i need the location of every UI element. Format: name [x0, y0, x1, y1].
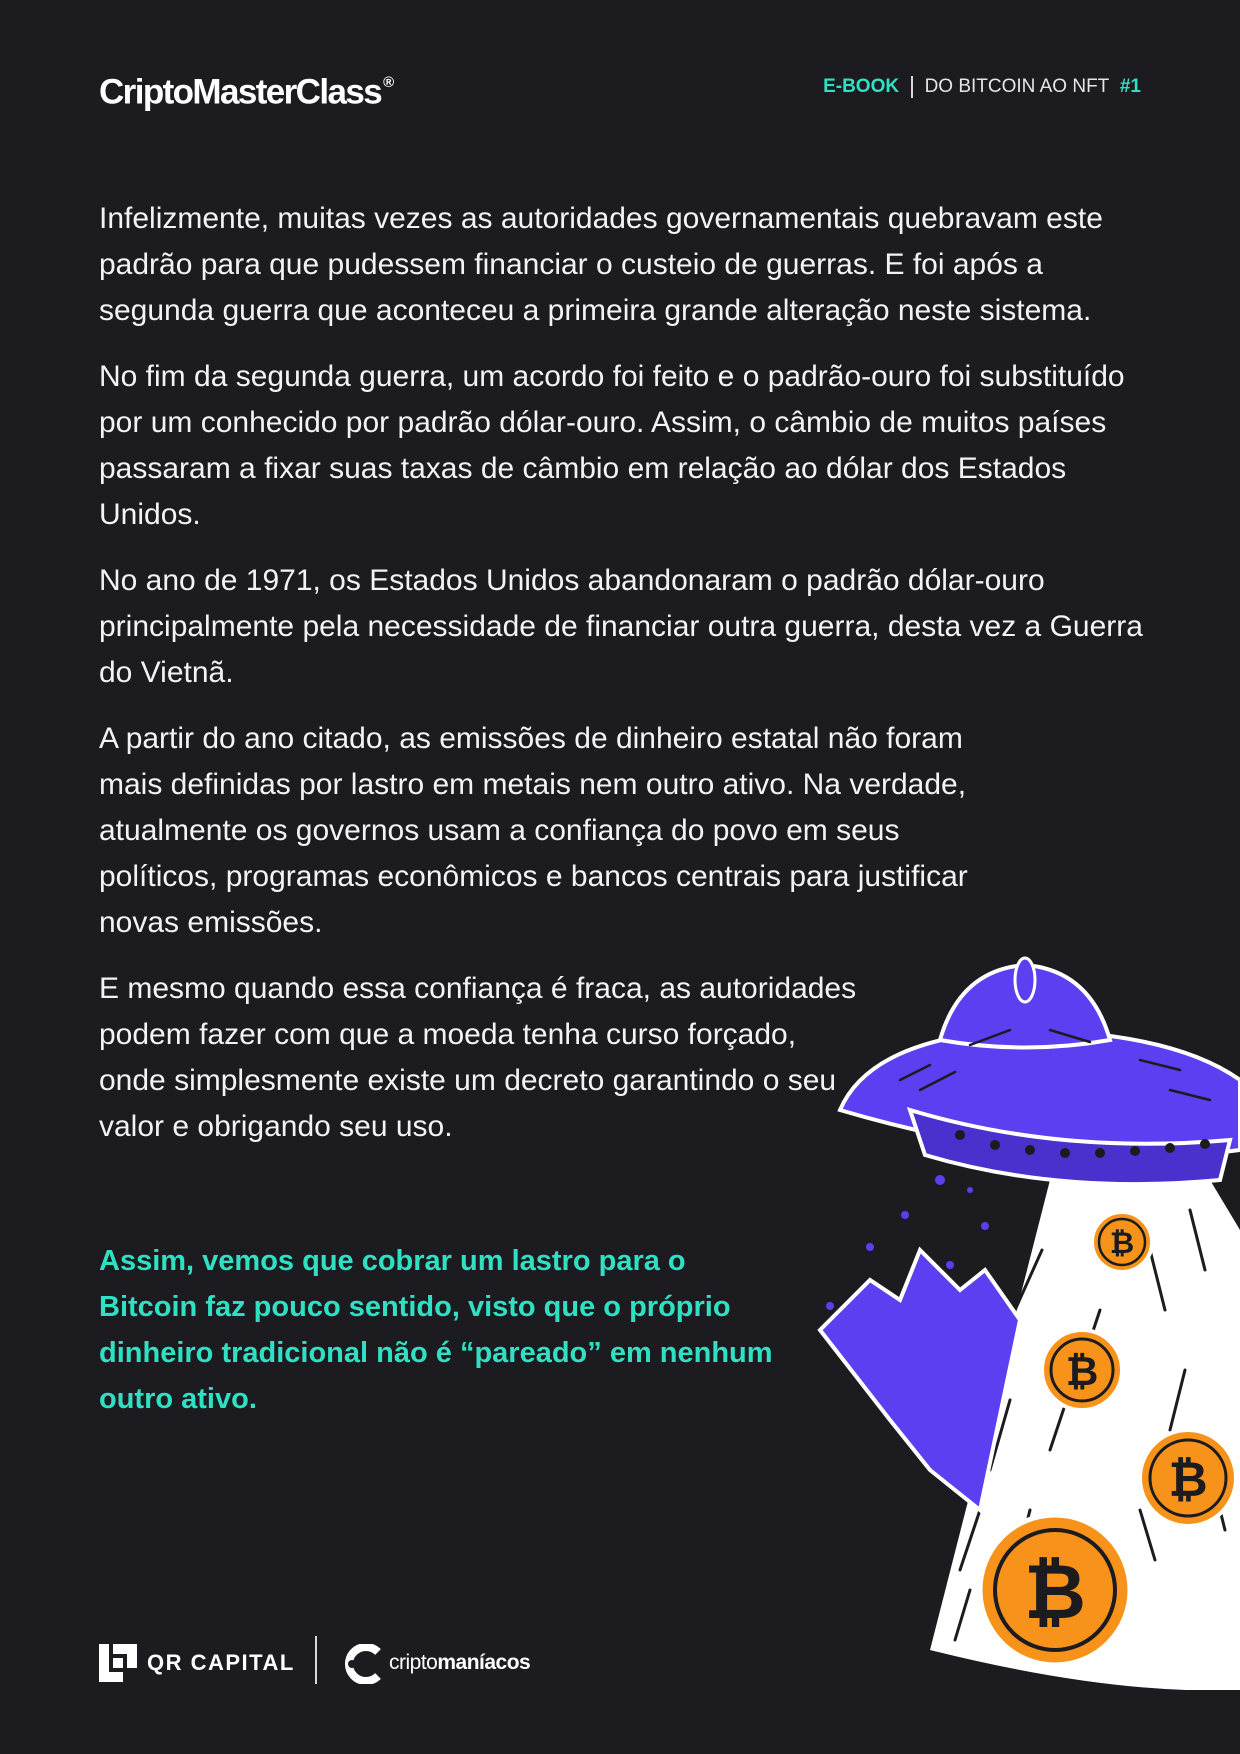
ebook-label: E-BOOK: [823, 76, 900, 98]
qr-capital-logo-icon: [99, 1644, 137, 1682]
bitcoin-coin-icon: [1140, 1430, 1236, 1526]
criptomaniacos-logo-icon: [344, 1644, 386, 1684]
ufo-icon: [840, 958, 1240, 1184]
page-header: [99, 64, 1141, 110]
meta-divider: [911, 76, 913, 98]
partner-criptomaniacos: criptomaníacos: [389, 1651, 531, 1674]
paragraph: E mesmo quando essa confiança é fraca, as autoridades podem fazer com que a moeda tenha curso forçado, onde simplesmente existe um decreto garantindo o seu valor e obrigando seu uso.: [99, 972, 857, 1143]
svg-text:₿: ₿: [1024, 1547, 1086, 1636]
paragraph: No ano de 1971, os Estados Unidos abandonaram o padrão dólar-ouro principalmente pela necessidade de financiar outra guerra, desta vez a Guerra do Vietnã.: [99, 564, 1143, 689]
bitcoin-coin-icon: [1042, 1330, 1122, 1410]
ufo-illustration: [810, 950, 1240, 1690]
series-title: DO BITCOIN AO NFT: [924, 76, 1110, 98]
footer-divider: [315, 1636, 317, 1684]
svg-text:₿: ₿: [1109, 1226, 1135, 1261]
paragraph: A partir do ano citado, as emissões de dinheiro estatal não foram mais definidas por lastro em metais nem outro ativo. Na verdade, atualmente os governos usam a confiança do povo em seus políticos, programas econômicos e bancos centrais para justificar novas emissões.: [99, 722, 968, 939]
bitcoin-coin-icon: [1092, 1212, 1152, 1272]
highlight-quote: Assim, vemos que cobrar um lastro para o Bitcoin faz pouco sentido, visto que o próprio dinheiro tradicional não é “pareado” em nenhum outro ativo.: [99, 1245, 773, 1415]
svg-text:₿: ₿: [1168, 1452, 1208, 1508]
page-footer: [99, 1636, 619, 1686]
paragraph: Infelizmente, muitas vezes as autoridades governamentais quebravam este padrão para que pudessem financiar o custeio de guerras. E foi após a segunda guerra que aconteceu a primeira grande alteração neste sistema.: [99, 202, 1103, 327]
brand-logo: [99, 64, 394, 116]
ebook-meta: [823, 76, 1141, 98]
bitcoin-coin-icon: [980, 1515, 1130, 1665]
brand-name: CriptoMasterClass: [99, 72, 382, 112]
partner-qr-capital: QR CAPITAL: [147, 1650, 295, 1675]
issue-number: #1: [1119, 76, 1141, 98]
svg-text:₿: ₿: [1065, 1349, 1099, 1395]
paragraph: No fim da segunda guerra, um acordo foi feito e o padrão-ouro foi substituído por um conhecido por padrão dólar-ouro. Assim, o câmbio de muitos países passaram a fixar suas taxas de câmbio em relação ao dólar dos Estados Unidos.: [99, 360, 1125, 531]
registered-mark: ®: [383, 74, 395, 91]
mountain-icon: [820, 1250, 1020, 1510]
